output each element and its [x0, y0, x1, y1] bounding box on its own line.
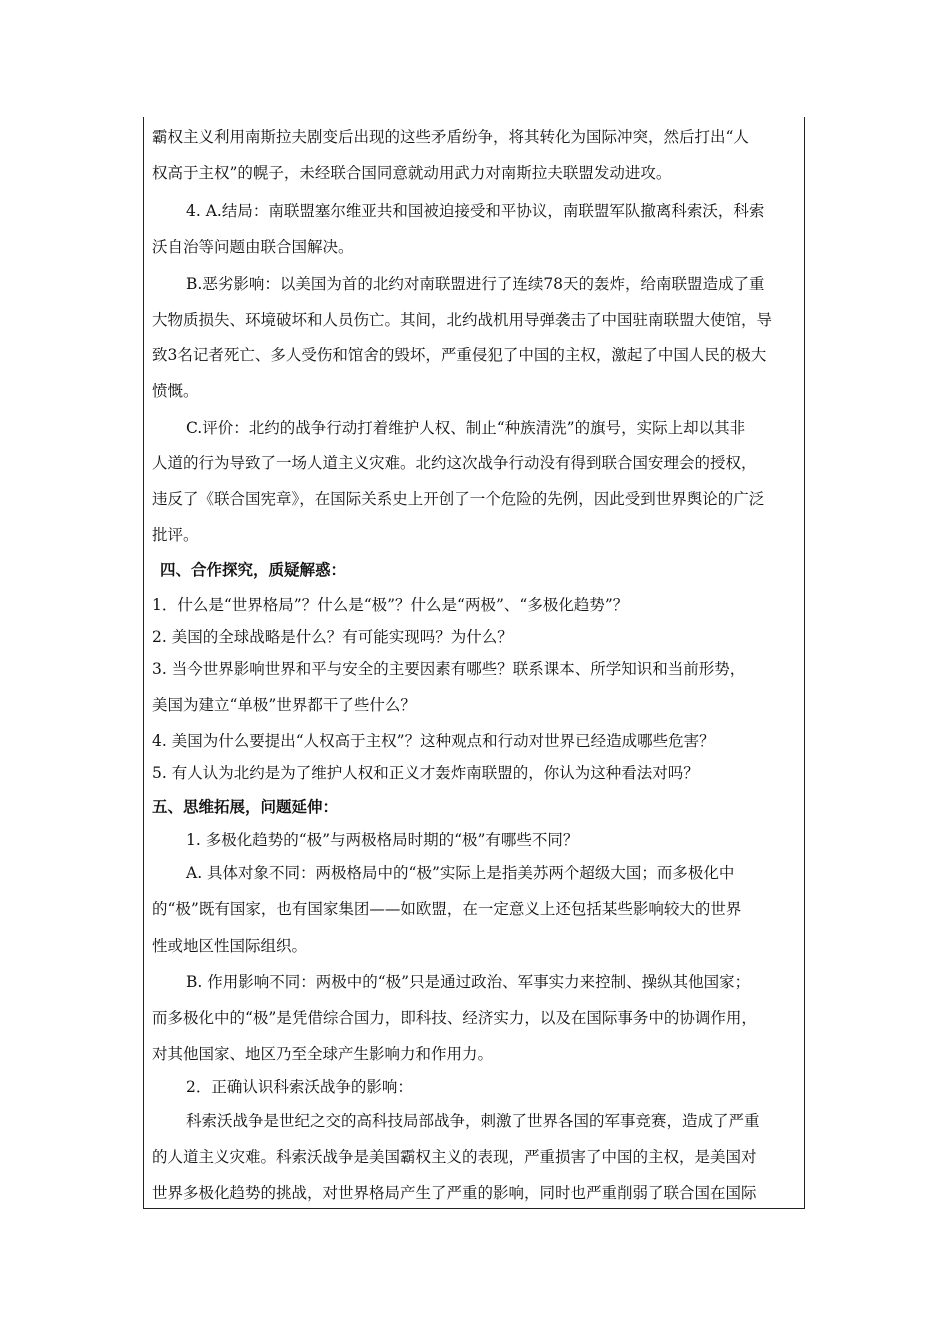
text-line: 而多极化中的“极”是凭借综合国力，即科技、经济实力，以及在国际事务中的协调作用， — [152, 1009, 757, 1027]
text-line: C.评价：北约的战争行动打着维护人权、制止“种族清洗”的旗号，实际上却以其非 — [186, 419, 746, 437]
section-heading: 五、思维拓展，问题延伸： — [152, 797, 339, 816]
text-line: 违反了《联合国宪章》，在国际关系史上开创了一个危险的先例，因此受到世界舆论的广泛 — [152, 490, 765, 508]
text-line: 世界多极化趋势的挑战，对世界格局产生了严重的影响，同时也严重削弱了联合国在国际 — [152, 1184, 757, 1202]
text-line: 性或地区性国际组织。 — [152, 937, 308, 955]
text-line: 的人道主义灾难。科索沃战争是美国霸权主义的表现，严重损害了中国的主权，是美国对 — [152, 1148, 757, 1166]
text-line: B.恶劣影响：以美国为首的北约对南联盟进行了连续78天的轰炸，给南联盟造成了重 — [186, 275, 765, 293]
text-line: 4. A.结局：南联盟塞尔维亚共和国被迫接受和平协议，南联盟军队撤离科索沃，科索 — [186, 202, 765, 220]
text-line: 科索沃战争是世纪之交的高科技局部战争，刺激了世界各国的军事竞赛，造成了严重 — [186, 1112, 760, 1130]
question-line: 1．什么是“世界格局”？什么是“极”？什么是“两极”、“多极化趋势”？ — [152, 596, 629, 614]
text-line: 沃自治等问题由联合国解决。 — [152, 238, 354, 256]
text-line: 2．正确认识科索沃战争的影响： — [186, 1078, 413, 1096]
text-line: 人道的行为导致了一场人道主义灾难。北约这次战争行动没有得到联合国安理会的授权， — [152, 454, 757, 472]
question-line: 5. 有人认为北约是为了维护人权和正义才轰炸南联盟的，你认为这种看法对吗？ — [152, 764, 699, 782]
text-line: 批评。 — [152, 526, 199, 544]
text-line: 大物质损失、环境破坏和人员伤亡。其间，北约战机用导弹袭击了中国驻南联盟大使馆，导 — [152, 311, 773, 329]
text-line: 的“极”既有国家，也有国家集团——如欧盟，在一定意义上还包括某些影响较大的世界 — [152, 900, 742, 918]
text-line: 霸权主义利用南斯拉夫剧变后出现的这些矛盾纷争，将其转化为国际冲突，然后打出“人 — [152, 128, 749, 146]
text-line: 愤慨。 — [152, 382, 199, 400]
question-line: 4. 美国为什么要提出“人权高于主权”？这种观点和行动对世界已经造成哪些危害？ — [152, 732, 715, 750]
text-line: 1. 多极化趋势的“极”与两极格局时期的“极”有哪些不同？ — [186, 831, 579, 849]
question-line: 美国为建立“单极”世界都干了些什么？ — [152, 696, 416, 714]
question-line: 3. 当今世界影响世界和平与安全的主要因素有哪些？联系课本、所学知识和当前形势， — [152, 660, 746, 678]
text-line: A. 具体对象不同：两极格局中的“极”实际上是指美苏两个超级大国；而多极化中 — [186, 864, 735, 882]
question-line: 2. 美国的全球战略是什么？有可能实现吗？为什么？ — [152, 628, 513, 646]
text-line: B. 作用影响不同：两极中的“极”只是通过政治、军事实力来控制、操纵其他国家； — [186, 973, 751, 991]
text-line: 对其他国家、地区乃至全球产生影响力和作用力。 — [152, 1045, 494, 1063]
text-line: 致3名记者死亡、多人受伤和馆舍的毁坏，严重侵犯了中国的主权，激起了中国人民的极大 — [152, 346, 767, 364]
section-heading: 四、合作探究，质疑解惑： — [160, 560, 347, 579]
text-line: 权高于主权”的幌子，未经联合国同意就动用武力对南斯拉夫联盟发动进攻。 — [152, 164, 672, 182]
